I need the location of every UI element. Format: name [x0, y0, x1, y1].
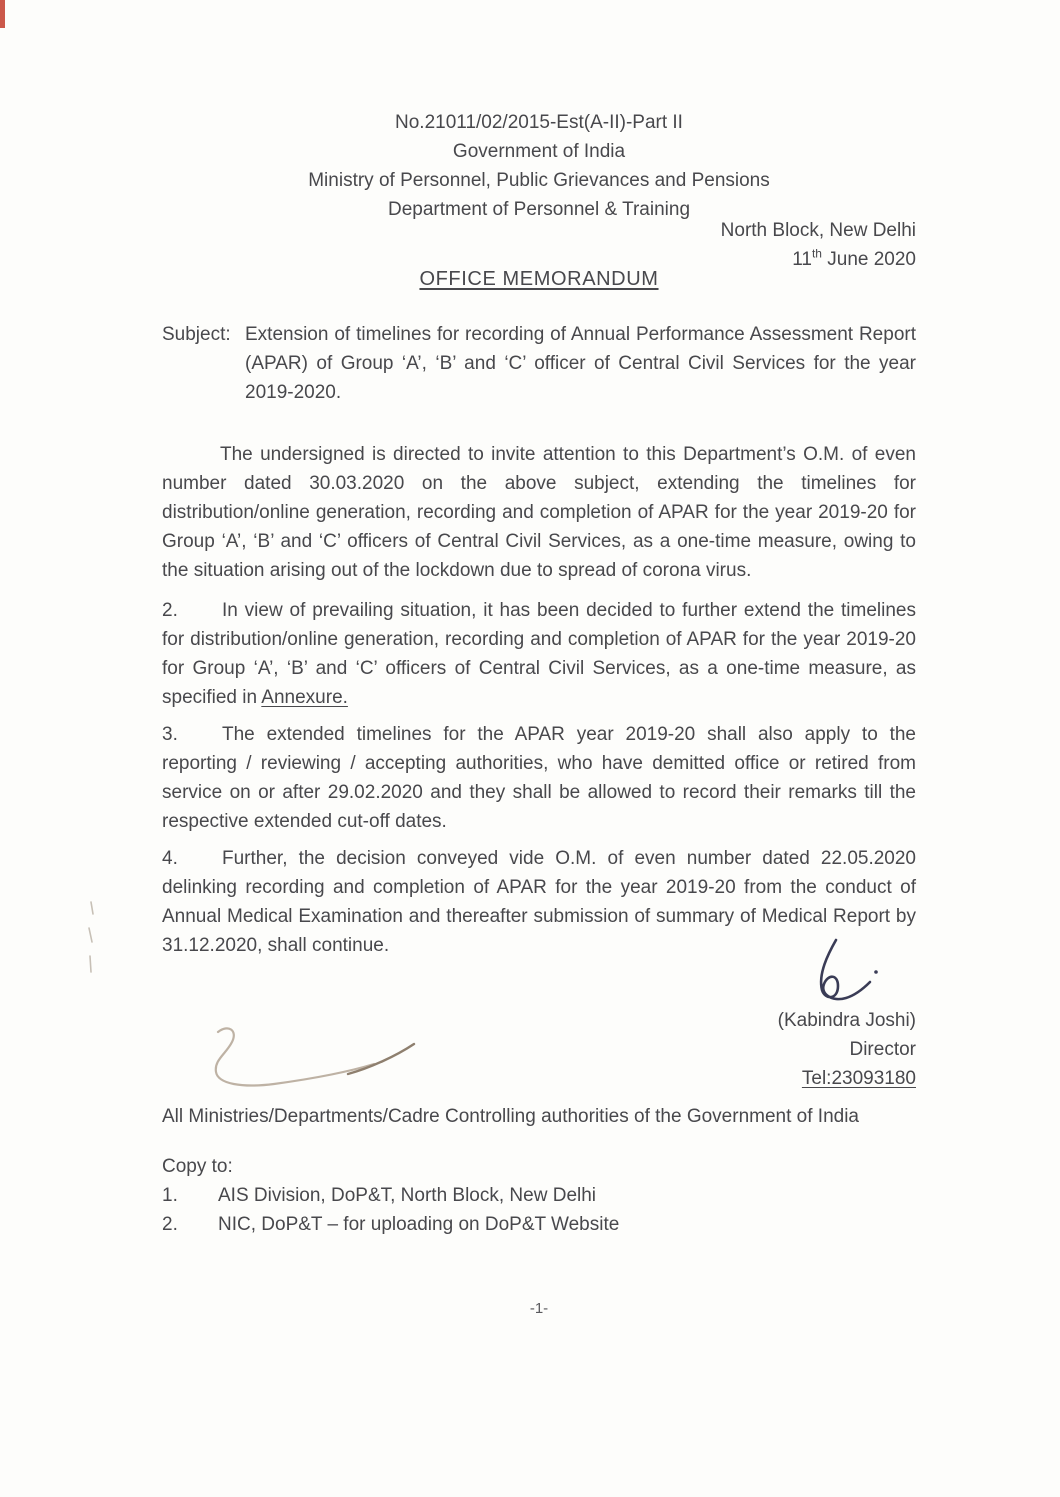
- date-day: 11: [792, 249, 812, 270]
- signatory-title: Director: [849, 1039, 916, 1060]
- org-line-country: Government of India: [452, 141, 626, 162]
- place-line: North Block, New Delhi: [720, 220, 916, 241]
- copy-to-item: [162, 1181, 916, 1210]
- scan-artifact-mark: [0, 0, 5, 28]
- org-line-department: Department of Personnel & Training: [387, 199, 691, 220]
- paragraph-4-number: 4.: [162, 848, 178, 869]
- paragraph-2: [162, 596, 916, 712]
- copy-item-number: 2.: [162, 1214, 178, 1235]
- paragraph-4-text: Further, the decision conveyed vide O.M. of even number dated 22.05.2020 delinking recording and completion of APAR for the year 2019-20 from the conduct of Annual Medical Examination and thereafter submission of summary of Medical Report by 31.12.2020, shall continue.: [162, 848, 916, 956]
- paragraph-1: The undersigned is directed to invite attention to this Department’s O.M. of even number dated 30.03.2020 on the above subject, extending the timelines for distribution/online generation, recording and completion of APAR for the year 2019-20 for Group ‘A’, ‘B’ and ‘C’ officers of Central Civil Services, as a one-time measure, owing to the situation arising out of the lockdown due to spread of corona virus.: [162, 444, 916, 581]
- place-date-block: [162, 216, 916, 274]
- signatory-block: [162, 1006, 916, 1093]
- copy-item-number: 1.: [162, 1185, 178, 1206]
- date-ordinal-suffix: th: [811, 246, 822, 261]
- signature-ink: [802, 936, 898, 1016]
- copy-to-label: Copy to:: [162, 1156, 233, 1177]
- paragraph-2-text: In view of prevailing situation, it has been decided to further extend the timelines for distribution/online generation, recording and completion of APAR for the year 2019-20 for Group ‘A’, ‘B’ and ‘C’ officers of Central Civil Services, as a one-time measure, as specified in: [162, 600, 916, 708]
- page-number: -1-: [529, 1300, 549, 1317]
- copy-item-text: AIS Division, DoP&T, North Block, New Delhi: [218, 1185, 597, 1206]
- subject-text: Extension of timelines for recording of Annual Performance Assessment Report (APAR) of Group ‘A’, ‘B’ and ‘C’ officer of Central Civil Services for the year 2019-2020.: [245, 324, 916, 403]
- copy-item-text: NIC, DoP&T – for uploading on DoP&T Website: [218, 1214, 620, 1235]
- paragraph-2-annexure-link: Annexure.: [261, 687, 348, 708]
- margin-pen-marks: [84, 898, 98, 976]
- memo-title: OFFICE MEMORANDUM: [419, 268, 659, 290]
- signatory-tel: Tel:23093180: [801, 1068, 916, 1089]
- copy-to-block: [162, 1152, 916, 1239]
- addressee-line: All Ministries/Departments/Cadre Controlling authorities of the Government of India: [162, 1106, 859, 1127]
- date-rest: June 2020: [821, 249, 916, 270]
- org-line-ministry: Ministry of Personnel, Public Grievances and Pensions: [308, 170, 770, 191]
- paragraph-3-text: The extended timelines for the APAR year 2019-20 shall also apply to the reporting / reviewing / accepting authorities, who have demitted office or retired from service on or after 29.02.2020 and they shall be allowed to record their remarks till the respective extended cut-off dates.: [162, 724, 916, 832]
- letterhead: [162, 108, 916, 224]
- copy-to-item: [162, 1210, 916, 1239]
- memo-title-row: [162, 268, 916, 291]
- signatory-name: (Kabindra Joshi): [777, 1010, 916, 1031]
- subject-label: Subject:: [162, 324, 231, 345]
- subject-block: [162, 320, 916, 407]
- paragraph-2-number: 2.: [162, 600, 178, 621]
- paragraph-3-number: 3.: [162, 724, 178, 745]
- paragraph-3: [162, 720, 916, 836]
- reference-number: No.21011/02/2015-Est(A-II)-Part II: [395, 112, 683, 133]
